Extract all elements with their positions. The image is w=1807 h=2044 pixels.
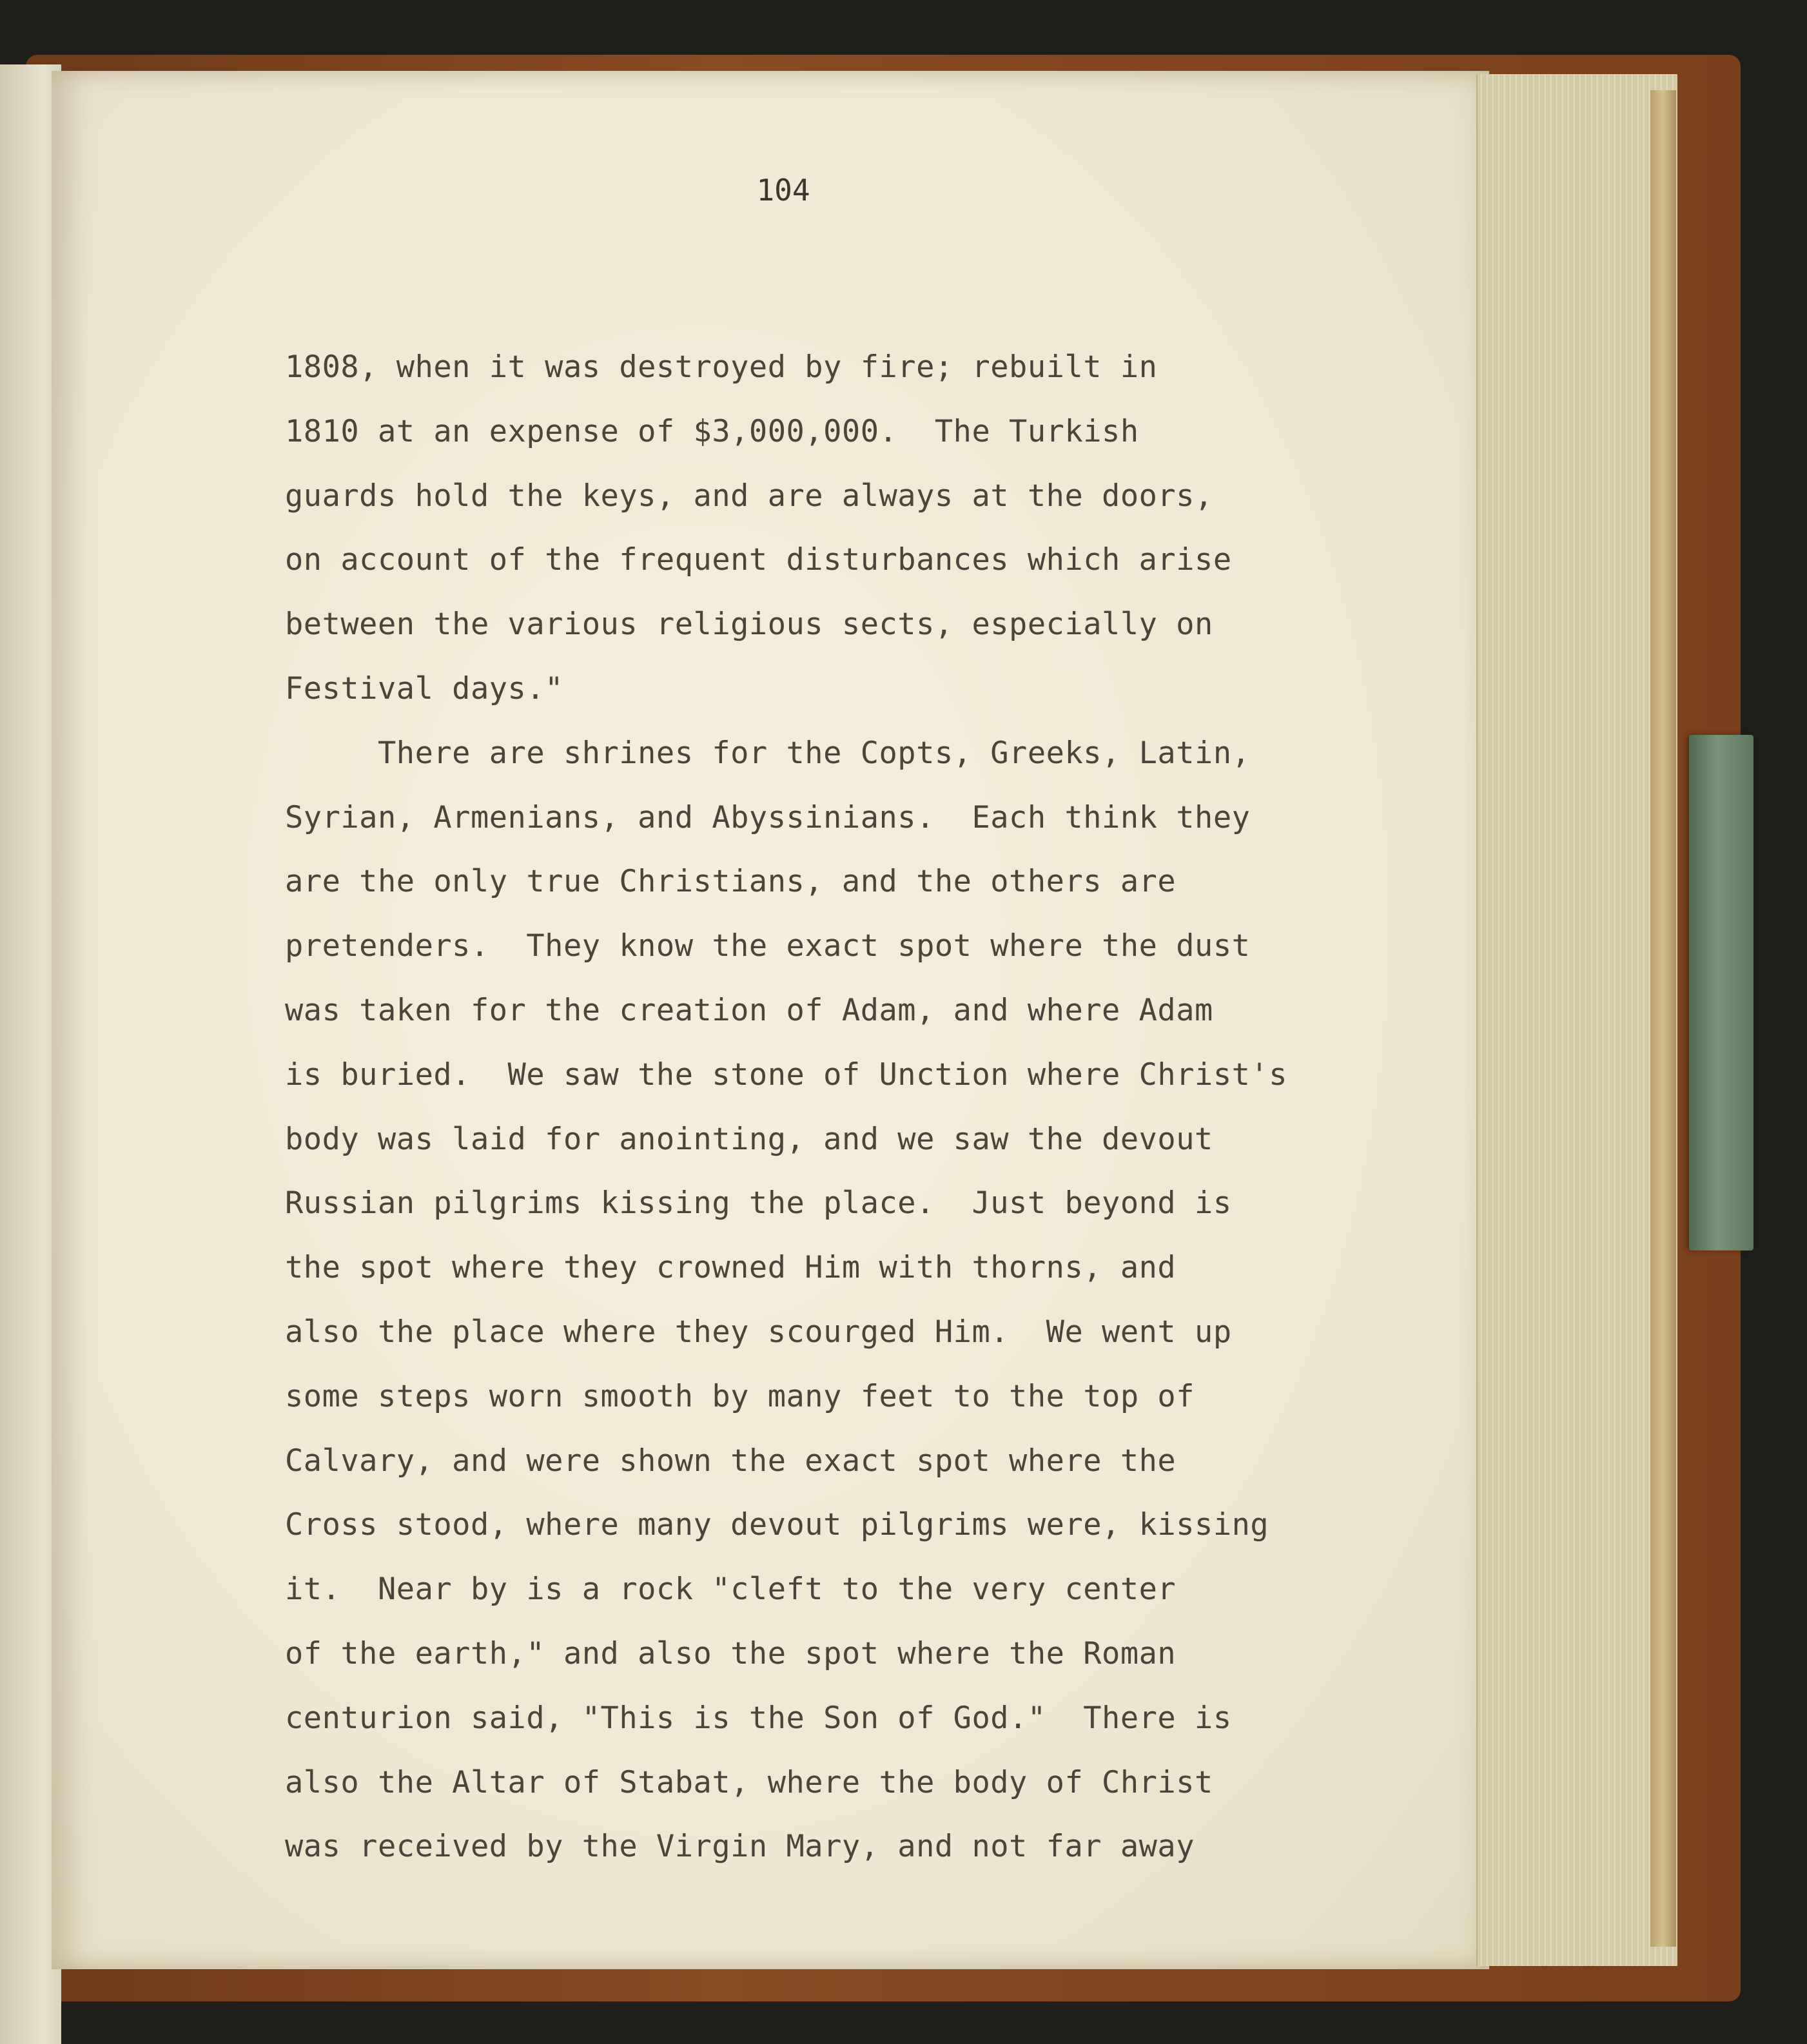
text-line: pretenders. They know the exact spot where the dust (285, 928, 1251, 964)
page-number: 104 (756, 173, 810, 208)
text-line: was taken for the creation of Adam, and where Adam (285, 992, 1213, 1028)
text-line: Calvary, and were shown the exact spot where the (285, 1443, 1177, 1479)
text-line: Cross stood, where many devout pilgrims were, kissing (285, 1507, 1269, 1543)
text-line: between the various religious sects, especially on (285, 607, 1213, 643)
text-line: guards hold the keys, and are always at the doors, (285, 478, 1213, 514)
text-line: 1808, when it was destroyed by fire; rebuilt in (285, 349, 1158, 385)
text-line: 1810 at an expense of $3,000,000. The Turkish (285, 413, 1139, 449)
text-line: of the earth," and also the spot where the Roman (285, 1635, 1177, 1671)
text-line: is buried. We saw the stone of Unction where Christ's (285, 1056, 1288, 1093)
text-line: centurion said, "This is the Son of God." There is (285, 1700, 1232, 1736)
text-line: are the only true Christians, and the others are (285, 864, 1177, 900)
text-line: body was laid for anointing, and we saw the devout (285, 1121, 1213, 1157)
text-line: on account of the frequent disturbances which arise (285, 542, 1232, 578)
bookmark-ribbon (1689, 735, 1753, 1251)
body-text (285, 335, 1342, 1879)
text-line: was received by the Virgin Mary, and not far away (285, 1829, 1195, 1865)
text-line: Syrian, Armenians, and Abyssinians. Each think they (285, 799, 1251, 835)
text-line: the spot where they crowned Him with thorns, and (285, 1250, 1177, 1286)
text-line: There are shrines for the Copts, Greeks, Latin, (285, 735, 1251, 771)
page-gilt-edge (1650, 90, 1676, 1947)
text-line: it. Near by is a rock "cleft to the very center (285, 1572, 1177, 1608)
text-line: Russian pilgrims kissing the place. Just beyond is (285, 1185, 1232, 1222)
text-line: some steps worn smooth by many feet to the top of (285, 1378, 1195, 1414)
text-line: also the Altar of Stabat, where the body of Christ (285, 1764, 1213, 1800)
page-block-edge (1476, 74, 1677, 1966)
text-line: also the place where they scourged Him. We went up (285, 1314, 1232, 1350)
text-line: Festival days." (285, 670, 563, 706)
